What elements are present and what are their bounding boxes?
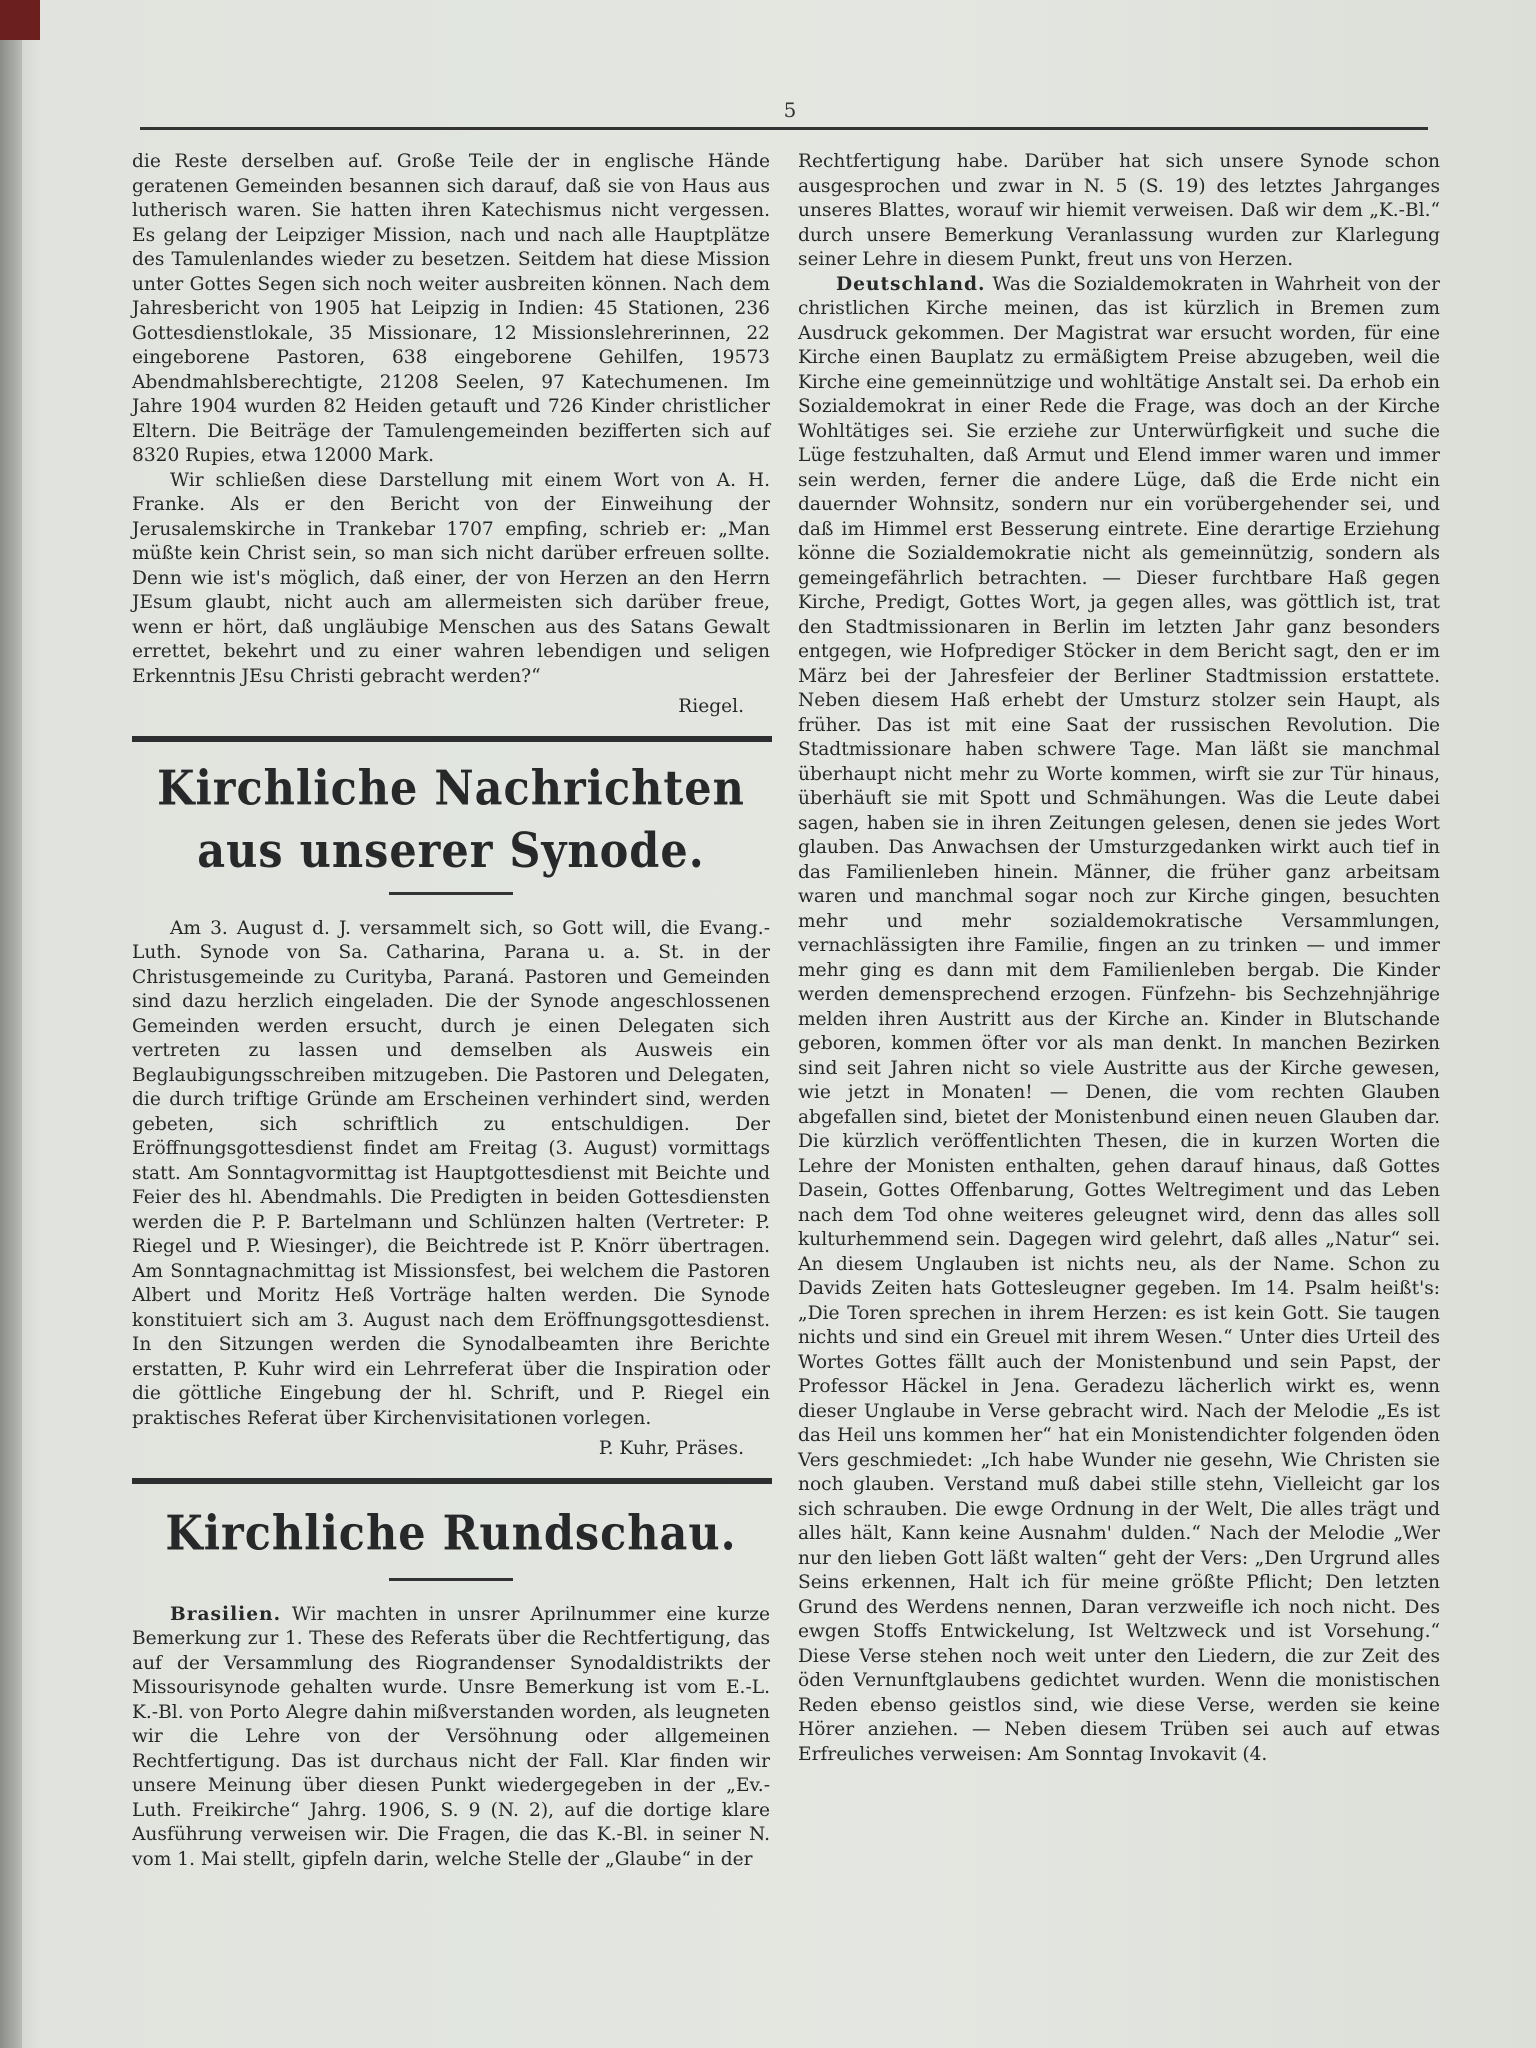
heading-underline [389, 892, 513, 895]
brasilien-paragraph [132, 1603, 770, 1873]
brasilien-text: Wir machten in unsrer Aprilnummer eine kurze Bemerkung zur 1. These des Referats über die Rechtfertigung, das auf der Versammlung des Riograndenser Synodaldistrikts der Missourisynode gehalten wurde. Unsre Bemerkung ist vom E.-L. K.-Bl. von Porto Alegre dahin mißverstanden worden, als leugneten wir die Lehre von der Versöhnung oder allgemeinen Rechtfertigung. Das ist durchaus nicht der Fall. Klar finden wir unsere Meinung über diesen Punkt wiedergegeben in der „Ev.-Luth. Freikirche“ Jahrg. 1906, S. 9 (N. 2), auf die dortige klare Ausführung verweisen wir. Die Fragen, die das K.-Bl. in seiner N. vom 1. Mai stellt, gipfeln darin, welche Stelle der „Glaube“ in der [132, 1603, 770, 1870]
rechtfertigung-paragraph: Rechtfertigung habe. Darüber hat sich unsere Synode schon ausgesprochen und zwar in N. 5 (S. 19) des letztes Jahrganges unseres Blattes, worauf wir hiemit verweisen. Daß wir dem „K.-Bl.“ durch unsere Bemerkung Veranlassung wurden zur Klarlegung seiner Lehre in diesem Punkt, freut uns von Herzen. [798, 151, 1440, 270]
synod-announcement-paragraph: Am 3. August d. J. versammelt sich, so Gott will, die Evang.-Luth. Synode von Sa. Catharina, Parana u. a. St. in der Christusgemeinde zu Curityba, Paraná. Pastoren und Gemeinden sind dazu herzlich eingeladen. Die der Synode angeschlossenen Gemeinden werden ersucht, durch je einen Delegaten sich vertreten zu lassen und demselben als Ausweis ein Beglaubigungsschreiben mitzugeben. Die Pastoren und Delegaten, die durch triftige Gründe am Erscheinen verhindert sind, werden gebeten, sich schriftlich zu entschuldigen. Der Eröffnungsgottesdienst findet am Freitag (3. August) vormittags statt. Am Sonntagvormittag ist Hauptgottesdienst mit Beichte und Feier des hl. Abendmahls. Die Predigten in beiden Gottesdiensten werden die P. P. Bartelmann und Schlünzen halten (Vertreter: P. Riegel und P. Wiesinger), die Beichtrede ist P. Knörr übertragen. Am Sonntagnachmittag ist Missionsfest, bei welchem die Pastoren Albert und Moritz Heß Vorträge halten werden. Die Synode konstituiert sich am 3. August nach dem Eröffnungsgottesdienst. In den Sitzungen werden die Synodalbeamten ihre Berichte erstatten, P. Kuhr wird ein Lehrreferat über die Inspiration oder die göttliche Eingebung der hl. Schrift, und P. Riegel ein praktisches Referat über Kirchenvisitationen vorlegen. [132, 917, 770, 1429]
cover-corner [0, 0, 40, 40]
header-rule [140, 127, 1428, 130]
page-binding-shadow [0, 0, 22, 2048]
section-heading-synod-news: Kirchliche Nachrichten aus unserer Synode. [157, 760, 745, 879]
mission-report-paragraph: die Reste derselben auf. Große Teile der in englische Hände geratenen Gemeinden besannen sich darauf, daß sie von Haus aus lutherisch waren. Sie hatten ihren Katechismus nicht vergessen. Es gelang der Leipziger Mission, nach und nach alle Hauptplätze des Tamulenlandes wieder zu besetzen. Seitdem hat diese Mission unter Gottes Segen sich noch weiter ausbreiten können. Nach dem Jahresbericht von 1905 hat Leipzig in Indien: 45 Stationen, 236 Gottesdienstlokale, 35 Missionare, 12 Missionslehrerinnen, 22 eingeborene Pastoren, 638 eingeborene Gehilfen, 19573 Abendmahlsberechtigte, 21208 Seelen, 97 Katechumenen. Im Jahre 1904 wurden 82 Heiden getauft und 726 Kinder christlicher Eltern. Die Beiträge der Tamulengemeinden bezifferten sich auf 8320 Rupies, etwa 12000 Mark. [132, 151, 770, 466]
article-signature: Riegel. [678, 696, 744, 717]
section-separator [132, 736, 772, 742]
section-heading-church-review: Kirchliche Rundschau. [165, 1505, 737, 1562]
deutschland-lead: Deutschland. [836, 273, 986, 295]
deutschland-paragraph [798, 273, 1440, 1768]
section-separator [132, 1478, 772, 1484]
page-number: 5 [783, 98, 797, 122]
brasilien-lead: Brasilien. [170, 1603, 282, 1625]
franke-quote-paragraph: Wir schließen diese Darstellung mit einem Wort von A. H. Franke. Als er den Bericht von der Einweihung der Jerusalemskirche in Trankebar 1707 empfing, schrieb er: „Man müßte kein Christ sein, so man sich nicht darüber erfreuen sollte. Denn wie ist's möglich, daß einer, der von Herzen an den Herrn JEsum glaubt, nicht auch am allermeisten sich darüber freue, wenn er hört, daß ungläubige Menschen aus des Satans Gewalt errettet, bekehrt und zu einer wahren lebendigen und seligen Erkenntnis JEsu Christi gebracht werden?“ [132, 469, 770, 687]
deutschland-text: Was die Sozialdemokraten in Wahrheit von der christlichen Kirche meinen, das ist kürzlich in Bremen zum Ausdruck gekommen. Der Magistrat war ersucht worden, für eine Kirche einen Bauplatz zu ermäßigtem Preise abzugeben, weil die Kirche eine gemeinnützige und wohltätige Anstalt sei. Da erhob ein Sozialdemokrat in einer Rede die Frage, was doch an der Kirche Wohltätiges sei. Sie erziehe zur Unterwürfigkeit und suche die Lüge festzuhalten, daß Armut und Elend immer waren und immer sein werden, ferner die andere Lüge, daß die Erde nicht ein dauernder Wohnsitz, sondern nur ein vorübergehender sei, und daß im Himmel erst Besserung eintrete. Eine derartige Erziehung könne die Sozialdemokratie nicht als gemeinnützig, sondern als gemeingefährlich betrachten. — Dieser furchtbare Haß gegen Kirche, Predigt, Gottes Wort, ja gegen alles, was göttlich ist, trat den Stadtmissionaren in Berlin im letzten Jahr ganz besonders entgegen, wie Hofprediger Stöcker in dem Bericht sagt, den er im März bei der Jahresfeier der Berliner Stadtmission erstattete. Neben diesem Haß erhebt der Umsturz stolzer sein Haupt, als früher. Das ist mit eine Saat der russischen Revolution. Die Stadtmissionare haben schwere Tage. Man läßt sie manchmal überhaupt nicht mehr zu Worte kommen, wirft sie zur Tür hinaus, überhäuft sie mit Spott und Schmähungen. Was die Leute dabei sagen, haben sie in ihren Zeitungen gelesen, denen sie jedes Wort glauben. Das Anwachsen der Umsturzgedanken wirkt auch tief in das Familienleben hinein. Männer, die früher ganz arbeitsam waren und manchmal sogar noch zur Kirche gingen, besuchten mehr und mehr sozialdemokratische Versammlungen, vernachlässigten ihre Familie, fingen an zu trinken — und immer mehr ging es dann mit dem Familienleben bergab. Die Kinder werden demensprechend erzogen. Fünfzehn- bis Sechzehnjährige melden ihren Austritt aus der Kirche an. Kinder in Blutschande geboren, kommen öfter vor als man denkt. In manchen Bezirken sind seit Jahren nicht so viele Austritte aus der Kirche gewesen, wie jetzt in Monaten! — Denen, die vom rechten Glauben abgefallen sind, bietet der Monistenbund einen neuen Glauben dar. Die kürzlich veröffentlichten Thesen, die in kurzen Worten die Lehre der Monisten enthalten, gehen darauf hinaus, daß Gottes Dasein, Gottes Offenbarung, Gottes Weltregiment und das Leben nach dem Tod ohne weiteres geleugnet wird, denn das alles soll kulturhemmend sein. Dagegen wird gelehrt, daß alles „Natur“ sei. An diesem Unglauben ist nichts neu, als der Name. Schon zu Davids Zeiten hats Gottesleugner gegeben. Im 14. Psalm heißt's: „Die Toren sprechen in ihrem Herzen: es ist kein Gott. Sie taugen nichts und sind ein Greuel mit ihrem Wesen.“ Unter dies Urteil des Wortes Gottes fällt auch der Monistenbund und sein Papst, der Professor Häckel in Jena. Geradezu lächerlich wirkt es, wenn dieser Unglaube in Verse gebracht wird. Nach der Melodie „Es ist das Heil uns kommen her“ hat ein Monistendichter folgenden öden Vers geschmiedet: „Ich habe Wunder nie gesehn, Wie Christen sie noch glauben. Verstand muß dabei stille stehn, Vielleicht gar los sich schrauben. Die ewge Ordnung in der Welt, Die alles trägt und alles hält, Kann keine Ausnahm' dulden.“ Nach der Melodie „Wer nur den lieben Gott läßt walten“ geht der Vers: „Den Urgrund alles Seins erkennen, Halt ich für meine größte Pflicht; Den letzten Grund des Werdens nennen, Daran verzweifle ich noch nicht. Des ewgen Stoffs Entwickelung, Ist Weltzweck und ist Vorsehung.“ Diese Verse stehen noch weit unter den Liedern, die zur Zeit des öden Vernunftglaubens gedichtet wurden. Wenn die monistischen Reden ebenso geistlos sind, wie diese Verse, werden sie keine Hörer anziehen. — Neben diesem Trüben sei auch auf etwas Erfreuliches verweisen: Am Sonntag Invokavit (4. [798, 273, 1440, 1765]
heading-underline [389, 1578, 513, 1581]
left-column [132, 150, 770, 1872]
synod-signature: P. Kuhr, Präses. [598, 1438, 744, 1459]
right-column [798, 150, 1440, 1767]
